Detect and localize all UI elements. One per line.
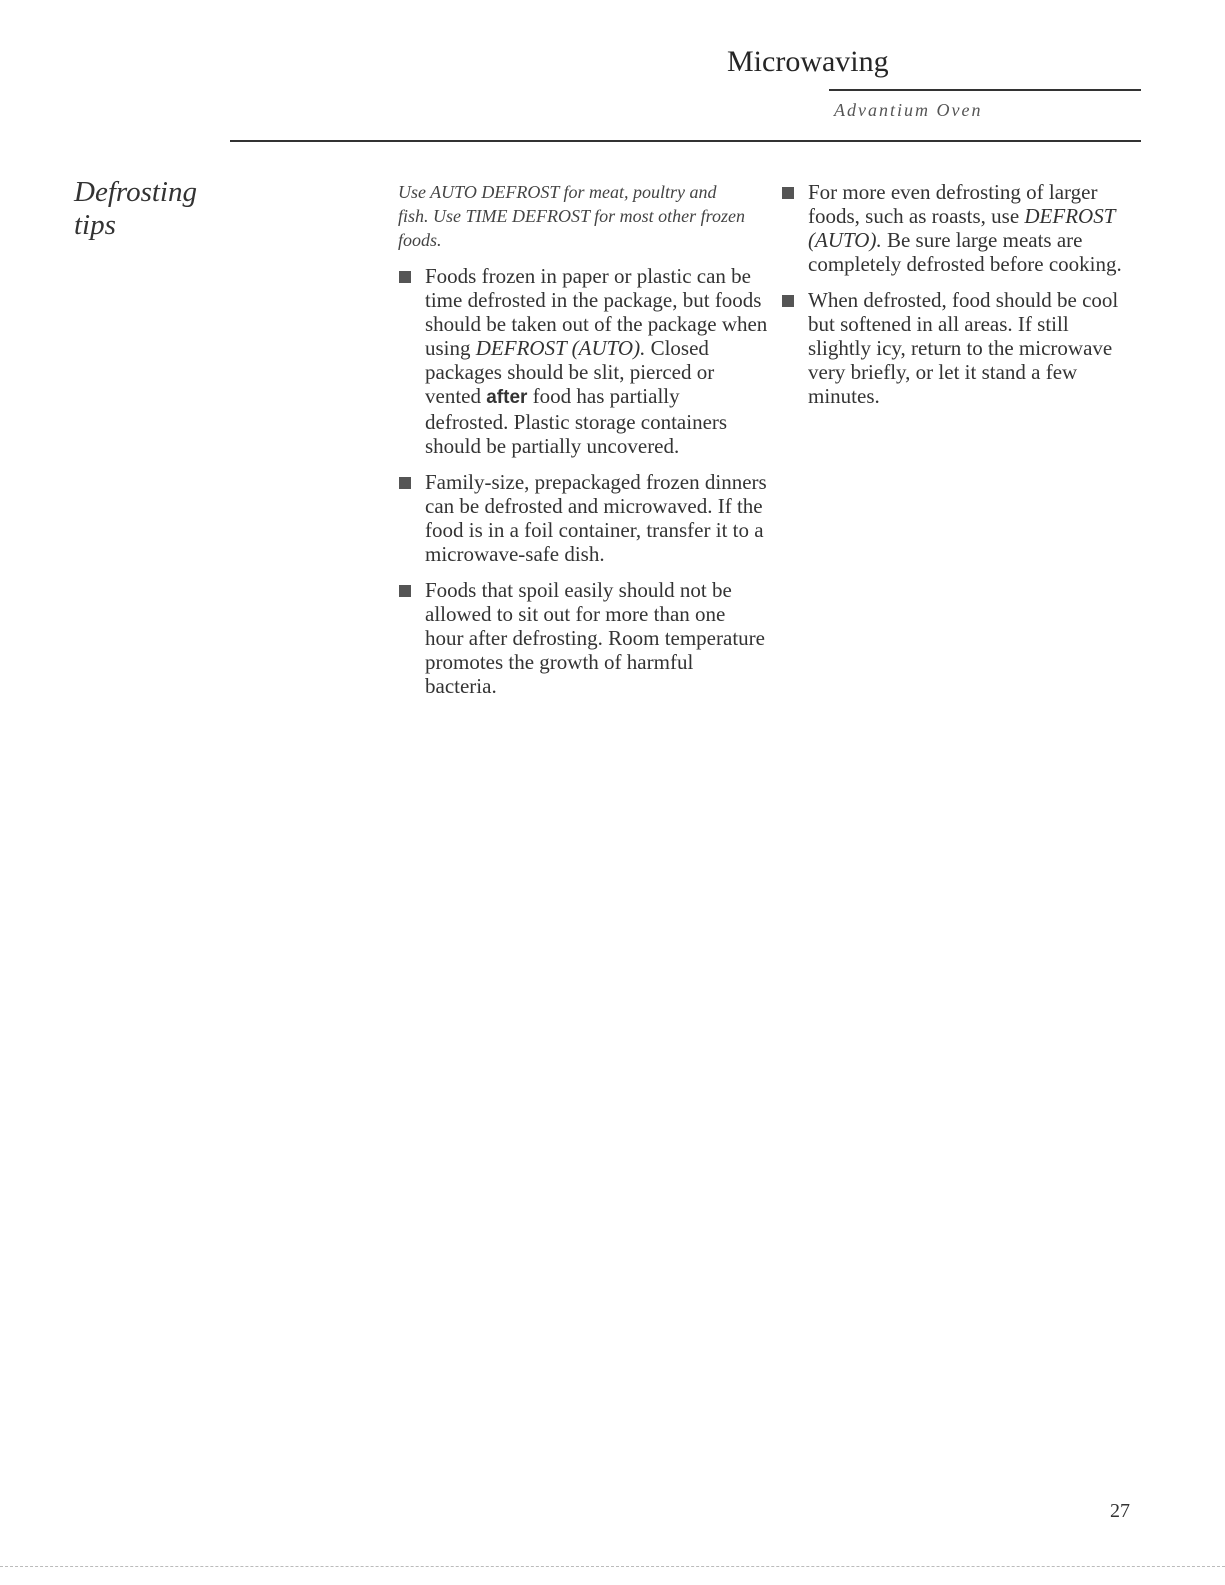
tip-text: Foods that spoil easily should not be allowed to sit out for more than one hour after defrosting. Room temperature promotes the growth of harmful bacteria. <box>425 578 765 698</box>
emphasis-word: after <box>486 387 528 408</box>
tip-text: For more even defrosting of larger foods, such as roasts, use <box>808 180 1098 228</box>
tip-text: Be sure large meats are completely defrosted before cooking. <box>808 228 1122 276</box>
header-rule-short <box>829 89 1141 91</box>
side-heading-line-2: tips <box>74 209 116 241</box>
list-item <box>781 180 1133 276</box>
section-title: Microwaving <box>727 45 889 78</box>
intro-part: for most other frozen foods. <box>398 206 746 250</box>
setting-name: DEFROST (AUTO). <box>808 204 1116 252</box>
right-column <box>781 180 1133 420</box>
intro-part: Use <box>398 182 431 202</box>
product-subtitle: Advantium Oven <box>834 100 983 120</box>
bottom-rule <box>0 1566 1225 1567</box>
header-rule-long <box>230 140 1141 142</box>
bullet-square-icon <box>399 271 411 283</box>
intro-text <box>398 180 748 252</box>
tip-text: When defrosted, food should be cool but softened in all areas. If still slightly icy, return to the microwave very briefly, or let it stand a few minutes. <box>808 288 1119 408</box>
tip-text: food has partially defrosted. Plastic storage containers should be partially uncovered. <box>425 384 728 458</box>
intro-feature-name: TIME DEFROST <box>465 206 590 226</box>
tip-text: Closed packages should be slit, pierced or vented <box>425 336 715 408</box>
bullet-square-icon <box>782 187 794 199</box>
tips-list-right <box>781 180 1133 408</box>
bullet-square-icon <box>399 585 411 597</box>
list-item <box>781 288 1133 408</box>
side-heading-line-1: Defrosting <box>74 176 197 208</box>
setting-name: DEFROST (AUTO). <box>475 336 646 360</box>
page-number: 27 <box>1110 1500 1130 1522</box>
bullet-square-icon <box>399 477 411 489</box>
list-item <box>398 470 768 566</box>
tip-text: Family-size, prepackaged frozen dinners can be defrosted and microwaved. If the food is in a foil container, transfer it to a microwave-safe dish. <box>425 470 767 566</box>
list-item <box>398 578 768 698</box>
tips-list-left <box>398 264 768 698</box>
bullet-square-icon <box>782 295 794 307</box>
side-heading <box>74 176 254 242</box>
intro-part: for meat, poultry and fish. Use <box>398 182 717 226</box>
left-column <box>398 180 768 710</box>
intro-feature-name: AUTO DEFROST <box>430 182 560 202</box>
list-item <box>398 264 768 458</box>
tip-text: Foods frozen in paper or plastic can be time defrosted in the package, but foods should be taken out of the package when using <box>425 264 768 360</box>
